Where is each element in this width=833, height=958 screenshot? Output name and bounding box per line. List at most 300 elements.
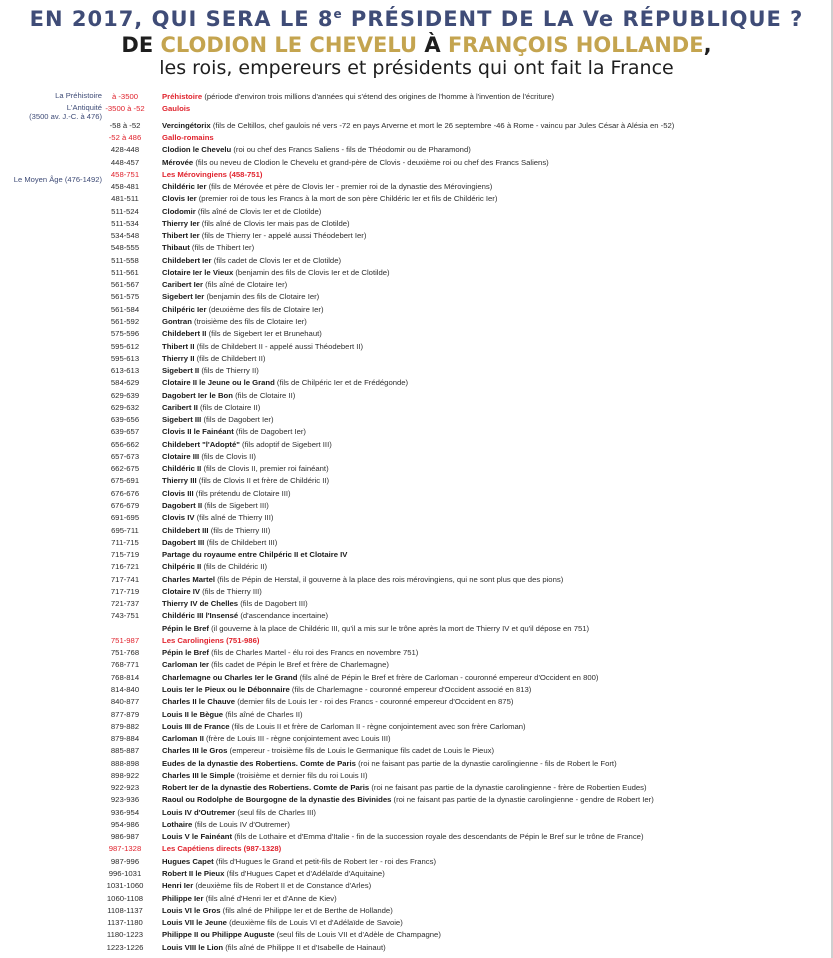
row-dates: 561-567 [110,280,140,290]
row-name: Louis III de France [162,721,230,731]
row-entry [162,684,827,696]
subtitle-comma: , [703,33,712,57]
subtitle-clodion: CLODION LE CHEVELU [160,33,418,57]
row-desc: (fils de Lothaire et d'Emma d'Italie - fin de la succession royale des descendants de Pépin le Bref sur le trône de France) [234,832,644,842]
row-desc: (fils de Charlemagne - couronné empereur d'Occident associé en 813) [291,684,532,694]
list-item [0,390,833,402]
row-name: Gallo-romains [162,133,214,143]
row-desc: (période d'environ trois millions d'années qui s'étend des origines de l'homme à l'invention de l'écriture) [204,92,555,101]
row-desc: (fils de Thibert Ier) [191,243,255,253]
row-desc: (seul fils de Louis VII et d'Adèle de Champagne) [276,930,441,940]
row-name: Childéric III l'Insensé [162,611,239,621]
row-dates: 595-612 [110,341,140,351]
row-name: Sigebert Ier [162,292,205,302]
list-item [0,181,833,193]
row-entry [162,193,827,205]
row-dates: 458-481 [110,182,140,192]
list-item [0,255,833,267]
row-entry [162,635,827,647]
row-dates: 695-711 [111,525,139,535]
row-name: Louis Ier le Pieux ou le Débonnaire [162,684,290,694]
row-desc: (fils aîné de Pépin le Bref et frère de Carloman - couronné empereur d'Occident en 800) [299,672,599,682]
row-name: Charles II le Chauve [162,697,236,707]
row-dates: 922-923 [110,783,140,793]
list-item [0,120,833,132]
row-dates: 662-675 [110,464,140,474]
row-entry [162,206,827,218]
row-dates: 534-548 [110,231,140,241]
row-desc: (fils de Louis IV d'Outremer) [194,819,290,829]
row-name: Les Carolingiens (751-986) [162,635,260,645]
list-item [0,488,833,500]
row-entry [162,439,827,451]
list-item [0,549,833,561]
row-dates: 691-695 [110,513,140,523]
row-dates: 575-596 [110,329,140,339]
row-desc: (fils aîné de Clovis Ier et de Clotilde) [197,206,322,216]
row-entry [162,709,827,721]
list-item [0,512,833,524]
row-name: Thierry II [162,353,195,363]
list-item [0,132,833,144]
row-dates: 639-656 [110,415,140,425]
row-dates: 676-676 [110,488,140,498]
row-dates: 511-561 [111,267,139,277]
row-dates: 751-768 [110,648,140,658]
row-name: Préhistoire [162,92,203,101]
list-item [0,758,833,770]
row-entry [162,856,827,868]
row-desc: (fils de Pépin de Herstal, il gouverne à la place des rois mérovingiens, qui ne sont plus que des pions) [217,574,564,584]
row-entry [162,782,827,794]
list-item [0,929,833,941]
row-desc: (fils de Childebert III) [206,537,278,547]
row-desc: (fils de Thierry III) [202,586,262,596]
list-item [0,843,833,855]
row-entry [162,647,827,659]
row-dates: 840-877 [110,697,140,707]
row-name: Sigebert III [162,415,202,425]
row-dates: 711-715 [111,537,139,547]
row-dates: 561-575 [110,292,140,302]
list-item [0,218,833,230]
row-desc: (troisième et dernier fils du roi Louis II) [236,770,368,780]
rulers-list [0,91,833,954]
row-name: Clotaire II le Jeune ou le Grand [162,378,275,388]
era-antiquite: L'Antiquité [66,103,102,112]
list-item [0,91,833,103]
era-antiquite-range: (3500 av. J.-C. à 476) [29,112,102,121]
title-line1-post: PRÉSIDENT DE LA Ve RÉPUBLIQUE ? [342,7,804,31]
list-item [0,782,833,794]
list-item [0,230,833,242]
row-entry [162,659,827,671]
title-line1-sup: e [333,7,343,21]
row-name: Clovis IV [162,513,195,523]
row-name: Clotaire IV [162,586,201,596]
row-entry [162,549,827,561]
row-entry [162,414,827,426]
list-item [0,684,833,696]
row-name: Carloman II [162,734,204,744]
row-dates: 448-457 [110,157,140,167]
row-desc: (fils de Dagobert III) [240,599,308,609]
row-name: Clovis II le Fainéant [162,427,234,437]
row-name: Dagobert II [162,501,203,510]
row-name: Raoul ou Rodolphe de Bourgogne de la dynastie des Bivinides [162,795,392,805]
row-desc: (fils aîné de Clovis Ier mais pas de Clotilde) [201,218,350,228]
row-dates: -52 à 486 [108,133,142,143]
row-name: Sigebert II [162,366,200,376]
row-entry [162,353,827,365]
row-desc: (seul fils de Charles III) [237,807,316,817]
row-entry [162,488,827,500]
row-dates: 954-986 [110,819,140,829]
row-entry [162,181,827,193]
row-dates: 511-558 [111,255,139,265]
row-name: Thierry III [162,476,197,486]
row-entry [162,770,827,782]
row-name: Thierry IV de Chelles [162,599,239,609]
row-dates: 717-719 [110,586,140,596]
row-desc: (fils de Clovis II et frère de Childéric II) [198,476,330,486]
list-item [0,942,833,954]
row-entry [162,120,827,132]
row-desc: (fils de Sigebert Ier et Brunehaut) [208,329,322,339]
row-entry [162,377,827,389]
row-name: Dagobert Ier le Bon [162,390,233,400]
list-item [0,635,833,647]
row-entry [162,942,827,954]
list-item [0,610,833,622]
row-desc: (frère de Louis III - règne conjointement avec Louis III) [206,734,391,744]
row-dates: 561-592 [110,317,140,327]
row-dates: 511-534 [111,218,139,228]
list-item [0,103,833,120]
row-dates: -58 à -52 [109,120,141,130]
row-name: Eudes de la dynastie des Robertiens. Comte de Paris [162,758,356,768]
row-dates: 548-555 [110,243,140,253]
row-dates: 743-751 [110,611,140,621]
row-desc: (fils aîné de Clotaire Ier) [205,280,288,290]
row-desc: (empereur - troisième fils de Louis le Germanique fils cadet de Louis le Pieux) [229,746,495,756]
list-item [0,623,833,635]
row-name: Charles III le Gros [162,746,228,756]
row-name: Childebert "l'Adopté" [162,439,240,449]
row-dates: -3500 à -52 [105,104,145,114]
list-item [0,586,833,598]
page-title [0,0,833,33]
row-entry [162,91,827,103]
row-name: Louis VIII le Lion [162,942,224,952]
list-item [0,807,833,819]
page-tagline: les rois, empereurs et présidents qui ont fait la France [159,57,674,79]
row-dates: 717-741 [110,574,140,584]
list-item [0,672,833,684]
era-prehistoire: La Préhistoire [55,91,102,100]
row-desc: (troisième des fils de Clotaire Ier) [194,317,307,327]
row-entry [162,316,827,328]
row-dates: 595-613 [110,353,140,363]
row-desc: (fils de Charles Martel - élu roi des Francs en novembre 751) [211,648,419,658]
row-entry [162,598,827,610]
row-desc: (fils cadet de Pépin le Bref et frère de Charlemagne) [211,660,389,670]
row-dates: 629-632 [110,402,140,412]
row-dates: 768-771 [110,660,140,670]
row-name: Louis II le Bègue [162,709,224,719]
row-dates: 768-814 [110,672,140,682]
list-item [0,242,833,254]
row-name: Caribert II [162,402,198,412]
list-item [0,316,833,328]
row-entry [162,929,827,941]
row-entry [162,905,827,917]
row-desc: (benjamin des fils de Clovis Ier et de Clotilde) [235,267,390,277]
row-entry [162,157,827,169]
row-entry [162,733,827,745]
row-entry [162,402,827,414]
row-dates: 639-657 [110,427,140,437]
list-item [0,574,833,586]
row-desc: (fils aîné d'Henri Ier et d'Anne de Kiev) [205,893,337,903]
row-name: Hugues Capet [162,856,214,866]
row-dates: 561-584 [110,304,140,314]
row-desc: (fils de Childebert II) [196,353,266,363]
row-desc: (fils de Clotaire II) [235,390,296,400]
list-item [0,868,833,880]
list-item [0,647,833,659]
row-entry [162,672,827,684]
list-item [0,525,833,537]
row-dates: 936-954 [110,807,140,817]
row-name: Gontran [162,317,192,327]
list-item [0,267,833,279]
row-entry [162,807,827,819]
row-dates: 656-662 [110,439,140,449]
row-dates: 898-922 [110,770,140,780]
row-entry [162,843,827,855]
row-entry [162,103,827,115]
row-name: Thibaut [162,243,190,253]
row-name: Thibert Ier [162,231,200,241]
row-name: Pépin le Bref [162,623,209,633]
row-name: Clodomir [162,206,196,216]
row-desc: (fils de Clotaire II) [200,402,261,412]
row-name: Mérovée [162,157,194,167]
row-dates: 511-524 [111,206,139,216]
row-desc: (deuxième des fils de Clotaire Ier) [208,304,324,314]
row-name: Charlemagne ou Charles Ier le Grand [162,672,298,682]
row-name: Clovis Ier [162,194,197,204]
row-entry [162,328,827,340]
row-desc: (fils de Mérovée et père de Clovis Ier - premier roi de la dynastie des Mérovingiens) [208,182,493,192]
list-item [0,880,833,892]
row-name: Clodion le Chevelu [162,145,232,155]
list-item [0,598,833,610]
row-desc: (fils de Dagobert Ier) [203,415,274,425]
row-dates: 879-884 [110,734,140,744]
row-name: Robert Ier de la dynastie des Robertiens. Comte de Paris [162,783,370,793]
row-name: Louis VII le Jeune [162,918,227,928]
row-entry [162,831,827,843]
row-name: Louis V le Fainéant [162,832,233,842]
list-item [0,439,833,451]
row-dates: 584-629 [110,378,140,388]
row-entry [162,819,827,831]
list-item [0,709,833,721]
row-entry [162,242,827,254]
row-desc: (deuxième fils de Louis VI et d'Adélaïde de Savoie) [229,918,403,928]
list-item [0,893,833,905]
row-entry [162,451,827,463]
list-item [0,144,833,156]
row-name: Vercingétorix [162,120,211,130]
row-dates: 1180-1223 [106,930,144,940]
row-dates: 676-679 [110,501,140,510]
row-desc: (benjamin des fils de Clotaire Ier) [206,292,320,302]
list-item [0,917,833,929]
row-dates: 888-898 [110,758,140,768]
row-entry [162,610,827,622]
row-desc: (roi ou chef des Francs Saliens - fils de Théodomir ou de Pharamond) [233,145,471,155]
row-desc: (fils aîné de Philippe II et d'Isabelle de Hainaut) [225,942,386,952]
row-entry [162,561,827,573]
row-entry [162,463,827,475]
row-entry [162,279,827,291]
row-entry [162,745,827,757]
row-name: Chilpéric Ier [162,304,207,314]
row-name: Caribert Ier [162,280,204,290]
row-name: Les Capétiens directs (987-1328) [162,844,282,854]
list-item [0,402,833,414]
row-name: Pépin le Bref [162,648,209,658]
list-item [0,905,833,917]
list-item [0,500,833,512]
subtitle-hollande: FRANÇOIS HOLLANDE [447,33,704,57]
row-dates: 428-448 [110,145,140,155]
row-entry [162,794,827,806]
row-dates: 629-639 [110,390,140,400]
row-desc: (fils ou neveu de Clodion le Chevelu et grand-père de Clovis - deuxième roi ou chef des Francs Saliens) [195,157,549,167]
row-dates: 715-719 [110,550,140,560]
row-name: Carloman Ier [162,660,209,670]
row-name: Chilpéric II [162,562,202,572]
row-entry [162,390,827,402]
list-item [0,279,833,291]
list-item [0,475,833,487]
row-name: Thierry Ier [162,218,200,228]
row-dates: 613-613 [110,366,140,376]
row-name: Dagobert III [162,537,205,547]
row-name: Clotaire Ier le Vieux [162,267,234,277]
list-item [0,537,833,549]
row-desc: (fils cadet de Clovis Ier et de Clotilde) [213,255,342,265]
row-desc: (fils prétendu de Clotaire III) [195,488,291,498]
row-entry [162,586,827,598]
subtitle-a: À [417,33,448,57]
page-subtitle [0,33,833,57]
list-item [0,659,833,671]
row-entry [162,525,827,537]
row-dates: 877-879 [110,709,140,719]
row-name: Philippe II ou Philippe Auguste [162,930,275,940]
row-desc: (fils de Thierry III) [210,525,271,535]
row-entry [162,893,827,905]
row-dates: 996-1031 [108,868,142,878]
row-desc: (dernier fils de Louis Ier - roi des Francs - couronné empereur d'Occident en 875) [237,697,514,707]
list-item [0,328,833,340]
row-name: Childéric Ier [162,182,207,192]
row-name: Thibert II [162,341,195,351]
row-desc: (fils d'Hugues le Grand et petit-fils de Robert Ier - roi des Francs) [215,856,437,866]
row-entry [162,291,827,303]
row-desc: (fils de Clovis II, premier roi fainéant) [203,464,329,474]
list-item [0,291,833,303]
row-entry [162,696,827,708]
row-entry [162,267,827,279]
row-desc: (fils de Celtillos, chef gaulois né vers -72 en pays Arverne et mort le 26 septembre -46 à Rome - vaincu par Jules César à Alésia en -52) [212,120,675,130]
row-dates: 481-511 [111,194,139,204]
row-entry [162,721,827,733]
row-desc: (d'ascendance incertaine) [240,611,329,621]
row-entry [162,475,827,487]
row-name: Childéric II [162,464,202,474]
row-desc: (roi ne faisant pas partie de la dynastie carolingienne - fils de Robert le Fort) [358,758,617,768]
row-name: Lothaire [162,819,193,829]
row-dates: 814-840 [110,684,140,694]
row-name: Philippe Ier [162,893,204,903]
list-item [0,193,833,205]
row-entry [162,917,827,929]
row-entry [162,365,827,377]
row-name: Gaulois [162,104,191,114]
row-dates: 1031-1060 [106,881,144,891]
row-entry [162,500,827,512]
row-desc: (fils de Chilpéric Ier et de Frédégonde) [276,378,409,388]
row-name: Clovis III [162,488,194,498]
row-entry [162,574,827,586]
row-name: Partage du royaume entre Chilpéric II et Clotaire IV [162,550,348,560]
row-entry [162,512,827,524]
row-desc: (fils de Sigebert III) [204,501,269,510]
row-desc: (fils de Childebert II - appelé aussi Théodebert II) [196,341,364,351]
list-item [0,169,833,181]
row-desc: (fils aîné de Thierry III) [196,513,274,523]
list-item [0,341,833,353]
row-name: Charles Martel [162,574,215,584]
row-dates: 1223-1226 [106,942,144,952]
row-desc: (fils de Louis II et frère de Carloman II - règne conjointement avec son frère Carloman) [231,721,526,731]
row-entry [162,144,827,156]
row-name: Louis VI le Gros [162,905,221,915]
row-entry [162,426,827,438]
list-item [0,794,833,806]
list-item [0,819,833,831]
list-item [0,157,833,169]
row-desc: (fils de Childéric II) [203,562,268,572]
list-item [0,304,833,316]
row-entry [162,623,827,635]
row-name: Henri Ier [162,881,194,891]
list-item [0,721,833,733]
row-desc: (fils de Thierry Ier - appelé aussi Théodebert Ier) [201,231,367,241]
row-desc: (fils de Clovis II) [201,451,256,461]
row-dates: 987-996 [110,856,140,866]
row-dates: 657-673 [110,451,140,461]
list-item [0,206,833,218]
list-item [0,696,833,708]
row-entry [162,230,827,242]
